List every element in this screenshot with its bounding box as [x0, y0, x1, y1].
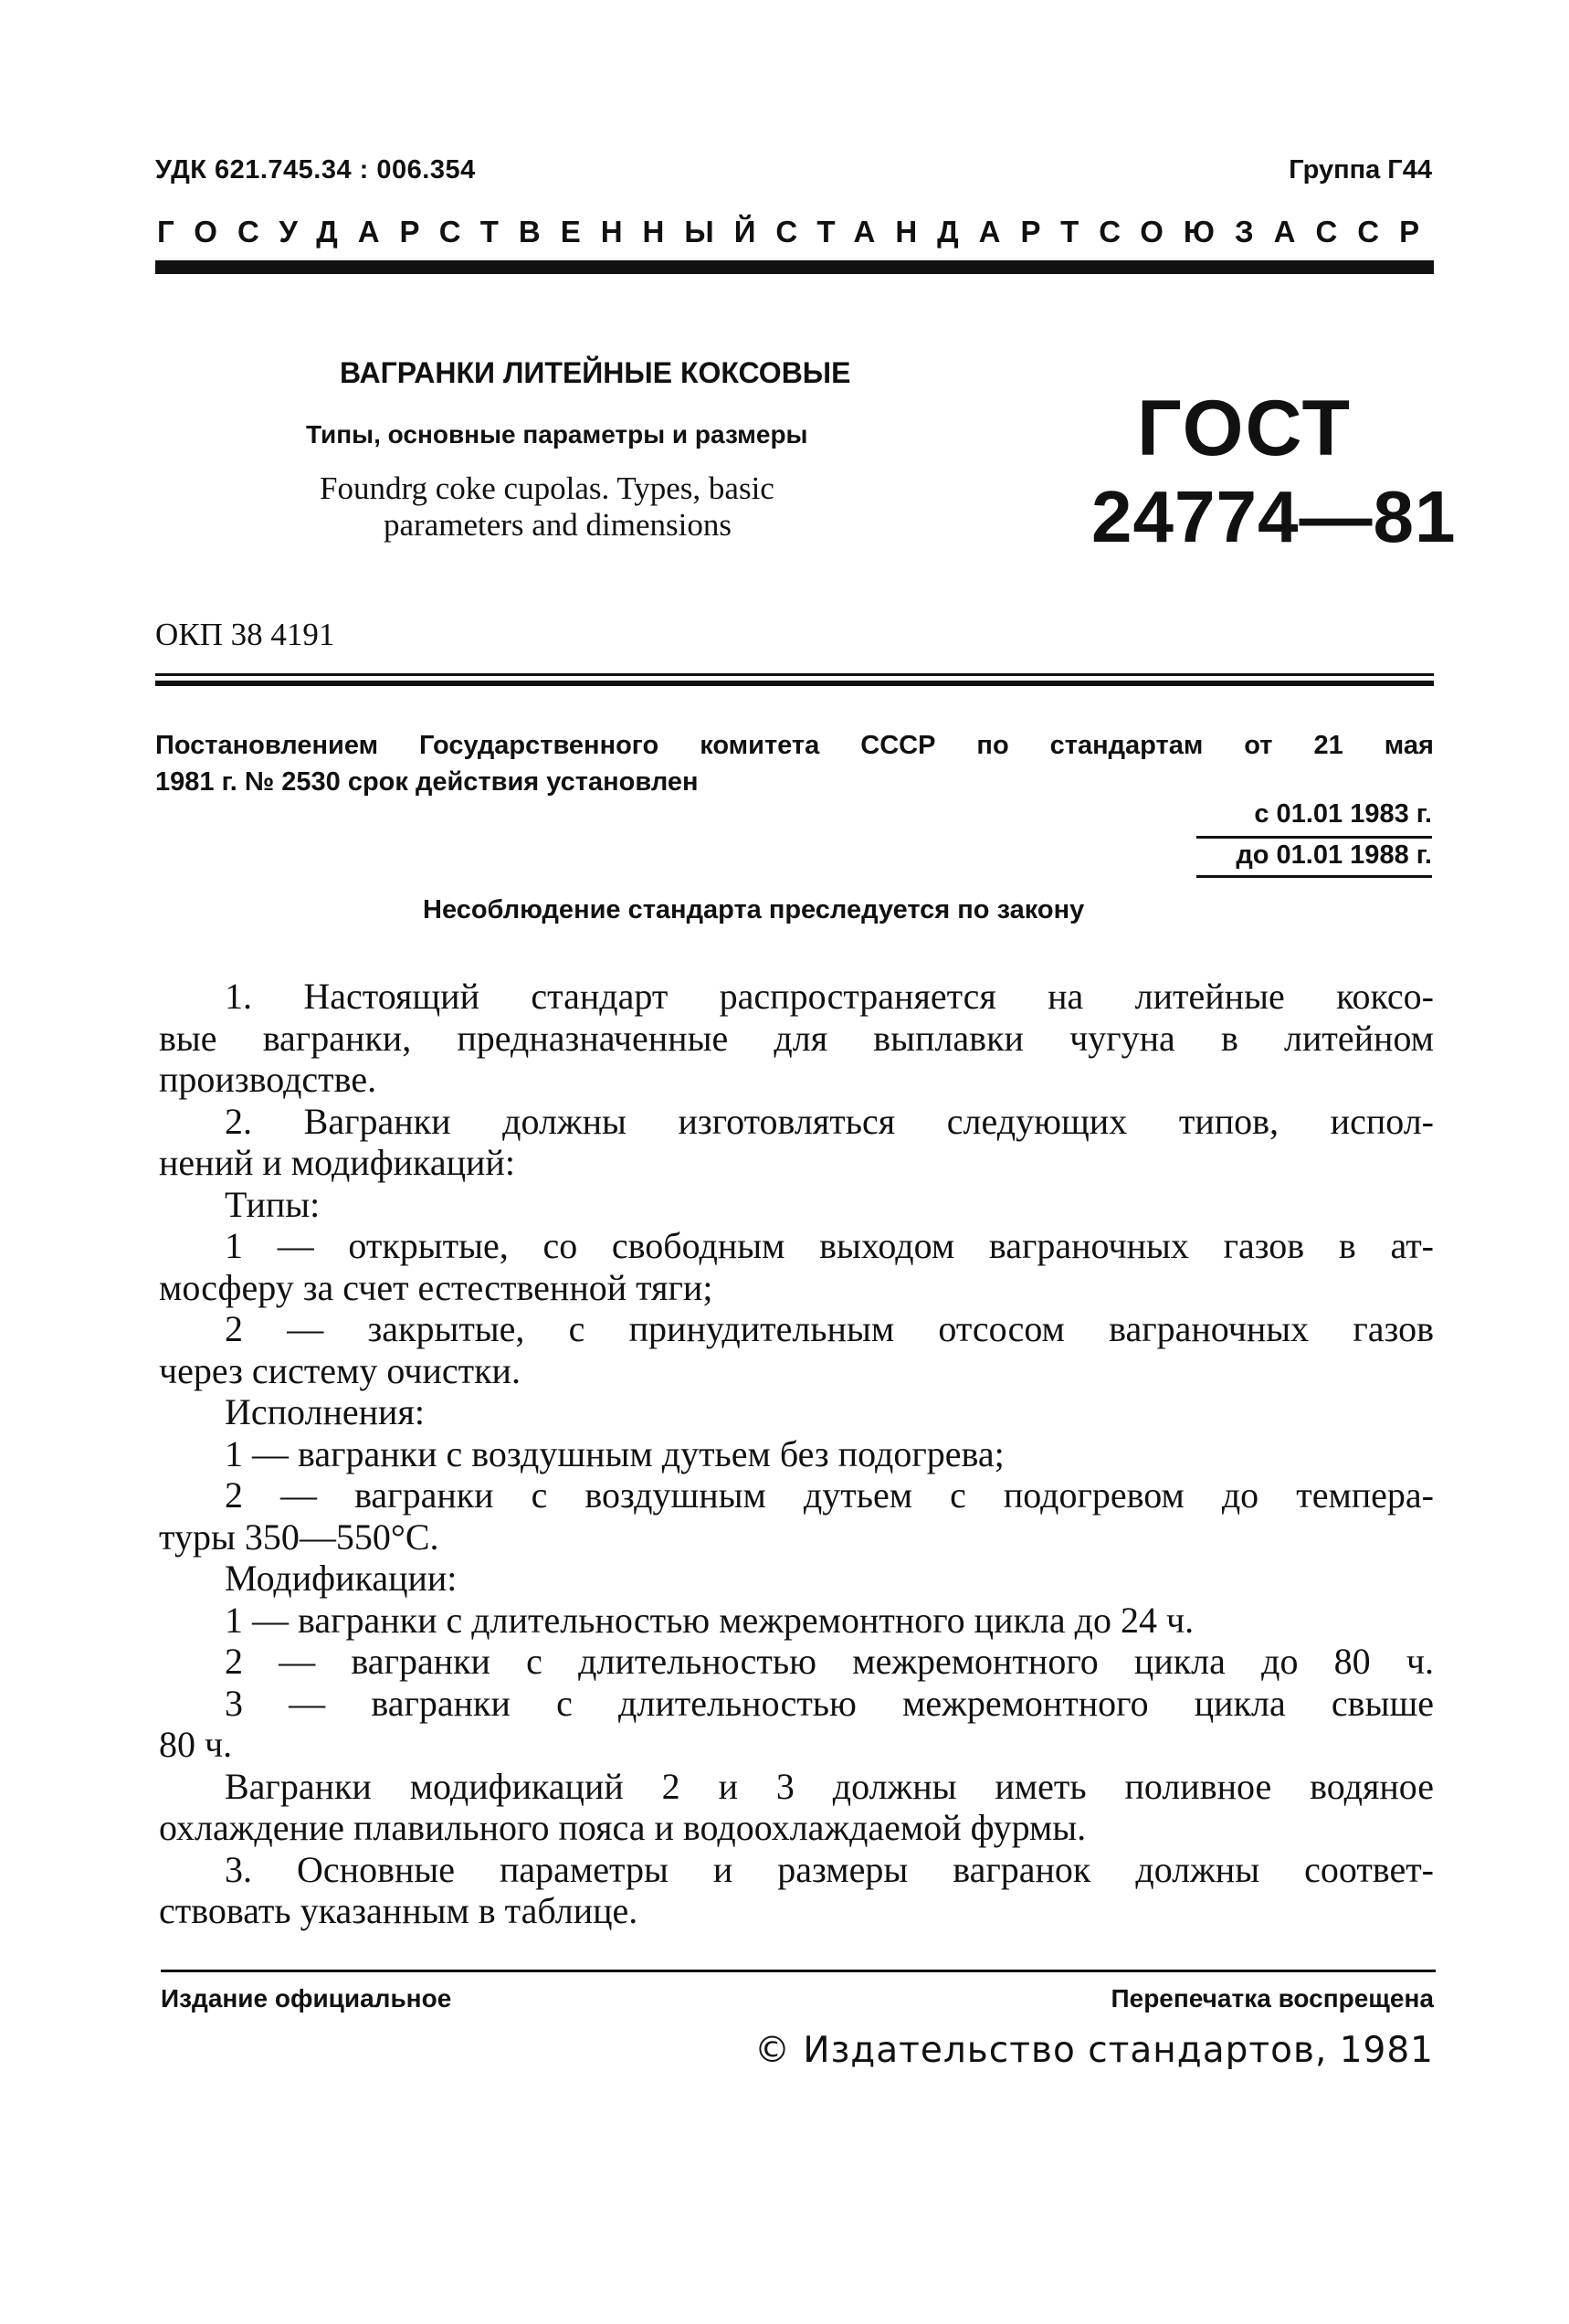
section-divider [155, 673, 1434, 676]
text-line: 2. Вагранки должны изготовляться следующих типов, испол- [225, 1100, 1434, 1142]
header-divider [155, 260, 1434, 274]
header-word: СТАНДАРТ [775, 215, 1100, 248]
date-underline [1196, 836, 1432, 839]
english-title-line-2: parameters and dimensions [384, 507, 732, 543]
footer-divider [161, 1970, 1436, 1972]
text-line: охлаждение плавильного пояса и водоохлаждаемой фурмы. [159, 1807, 1087, 1848]
text-line: мосферу за счет естественной тяги; [159, 1266, 713, 1308]
text-line: через систему очистки. [159, 1349, 521, 1391]
official-edition-label: Издание официальное [161, 1984, 452, 2012]
text-line: 1 — вагранки с воздушным дутьем без подогрева; [225, 1432, 1005, 1474]
legal-notice: Несоблюдение стандарта преследуется по закону [423, 895, 1085, 924]
decree-word: СССР [860, 731, 936, 760]
validity-date-to: до 01.01 1988 г. [1236, 840, 1432, 870]
decree-line-2: 1981 г. № 2530 срок действия установлен [155, 767, 699, 797]
executions-heading: Исполнения: [225, 1391, 425, 1432]
decree-word: комитета [700, 731, 820, 760]
decree-word: стандартам [1049, 731, 1204, 760]
header-word: ССР [1315, 215, 1440, 248]
okp-code: ОКП 38 4191 [155, 617, 335, 652]
reprint-prohibited-label: Перепечатка воспрещена [1111, 1984, 1434, 2012]
decree-word: 21 [1313, 731, 1343, 760]
document-subtitle: Типы, основные параметры и размеры [306, 420, 808, 449]
publisher-copyright: © Издательство стандартов, 1981 [754, 2030, 1434, 2071]
decree-word: Государственного [419, 731, 659, 760]
modifications-heading: Модификации: [225, 1558, 458, 1599]
text-line: туры 350—550°С. [159, 1516, 439, 1558]
gost-label: ГОСТ [1137, 385, 1353, 472]
text-line: 1. Настоящий стандарт распространяется на литейные коксо- [225, 976, 1434, 1017]
date-underline [1196, 875, 1432, 878]
text-line: 80 ч. [159, 1724, 233, 1765]
decree-line-1 [155, 731, 1434, 761]
text-line: производстве. [159, 1059, 377, 1100]
body-text [159, 976, 1434, 1932]
text-line: 2 — вагранки с воздушным дутьем с подогревом до темпера- [225, 1474, 1434, 1516]
text-line: нений и модификаций: [159, 1142, 515, 1183]
header-word: СОЮЗА [1099, 215, 1316, 248]
text-line: 1 — открытые, со свободным выходом ваграночных газов в ат- [225, 1225, 1434, 1266]
text-line: 1 — вагранки с длительностью межремонтного цикла до 24 ч. [225, 1599, 1195, 1641]
english-title-line-1: Foundrg coke cupolas. Types, basic [320, 470, 774, 506]
validity-date-from: с 01.01 1983 г. [1254, 799, 1432, 829]
decree-word: мая [1384, 731, 1434, 760]
group-code: Группа Г44 [1289, 155, 1432, 185]
text-line: 2 — закрытые, с принудительным отсосом ваграночных газов [225, 1308, 1434, 1349]
section-divider [155, 681, 1434, 686]
decree-word: по [976, 731, 1009, 760]
gost-number: 24774—81 [1091, 476, 1457, 557]
text-line: 3 — вагранки с длительностью межремонтного цикла свыше [225, 1682, 1434, 1724]
text-line: вые вагранки, предназначенные для выплавки чугуна в литейном [159, 1017, 1434, 1059]
decree-word: от [1244, 731, 1273, 760]
header-word: ГОСУДАРСТВЕННЫЙ [157, 215, 776, 248]
text-line: ствовать указанным в таблице. [159, 1890, 638, 1931]
types-heading: Типы: [225, 1183, 321, 1225]
standard-header [157, 215, 1440, 249]
text-line: 2 — вагранки с длительностью межремонтного цикла до 80 ч. [225, 1641, 1434, 1682]
decree-word: Постановлением [155, 731, 379, 760]
udk-code: УДК 621.745.34 : 006.354 [155, 155, 476, 185]
text-line: Вагранки модификаций 2 и 3 должны иметь поливное водяное [225, 1765, 1434, 1807]
document-title: ВАГРАНКИ ЛИТЕЙНЫЕ КОКСОВЫЕ [340, 356, 851, 389]
text-line: 3. Основные параметры и размеры вагранок должны соответ- [225, 1848, 1434, 1890]
